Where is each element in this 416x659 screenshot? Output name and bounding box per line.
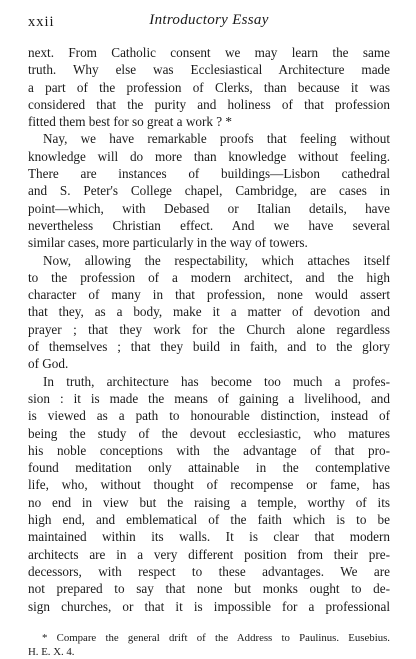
text-line: fitted them best for so great a work ? * (28, 114, 232, 130)
text-line: a part of the profession of Clerks, than because it was (28, 79, 390, 95)
text-line: is viewed as a path to honourable distinction, instead of (28, 408, 390, 424)
paragraph-1 (28, 44, 390, 130)
text-line: character of many in that profession, none would assert (28, 287, 390, 303)
text-line: similar cases, more particularly in the way of towers. (28, 235, 308, 251)
text-line: of God. (28, 356, 69, 372)
text-line: architects are in a very different position from their pre- (28, 546, 390, 562)
footnote-line: * Compare the general drift of the Address to Paulinus. Eusebius. (42, 631, 390, 644)
text-line: found meditation only attainable in the contemplative (28, 460, 390, 476)
text-line: There are instances of buildings—Lisbon cathedral (28, 166, 390, 182)
text-line: maintained within its walls. It is clear that modern (28, 529, 390, 545)
paragraph-3 (28, 252, 390, 373)
running-head (28, 10, 390, 32)
text-line: to the profession of a modern architect, and the high (28, 269, 390, 285)
paragraph-2 (28, 130, 390, 251)
text-line: high end, and emblematical of the faith which is to be (28, 512, 390, 528)
text-line: considered that the purity and holiness of that profession (28, 96, 390, 112)
body-text (28, 44, 390, 615)
text-line: sign churches, or that it is impossible for a professional (28, 598, 390, 614)
text-line: point—which, with Debased or Italian details, have (28, 200, 390, 216)
text-line: that they, as a body, make it a matter of devotion and (28, 304, 390, 320)
paragraph-4 (28, 373, 390, 615)
text-line: Nay, we have remarkable proofs that feeling without (43, 131, 390, 147)
text-line: being the study of the devout ecclesiastic, who matures (28, 425, 390, 441)
text-line: and S. Peter's College chapel, Cambridge, are cases in (28, 183, 390, 199)
text-line: Now, allowing the respectability, which attaches itself (43, 252, 390, 268)
text-line: next. From Catholic consent we may learn the same (28, 45, 390, 60)
text-line: life, who, without thought of recompense or fame, has (28, 477, 390, 493)
text-line: of themselves ; that they build in faith, and to the glory (28, 339, 390, 355)
book-page (28, 10, 390, 659)
text-line: In truth, architecture has become too much a profes- (43, 373, 390, 389)
text-line: knowledge will do more than knowledge without feeling. (28, 148, 390, 164)
footnote (28, 631, 390, 659)
text-line: not prepared to say that none but monks ought to de- (28, 581, 390, 597)
text-line: his noble conceptions with the advantage of that pro- (28, 442, 390, 458)
page-number: xxii (28, 14, 55, 30)
text-line: no end in view but the raising a temple, worthy of its (28, 494, 390, 510)
text-line: prayer ; that they work for the Church alone regardless (28, 321, 390, 337)
text-line: truth. Why else was Ecclesiastical Architecture made (28, 62, 390, 78)
text-line: nevertheless Christian effect. And we have several (28, 217, 390, 233)
text-line: decessors, with respect to these advantages. We are (28, 563, 390, 579)
footnote-line: H. E. X. 4. (28, 645, 75, 658)
running-title: Introductory Essay (149, 12, 269, 28)
text-line: sion : it is made the means of gaining a livelihood, and (28, 390, 390, 406)
